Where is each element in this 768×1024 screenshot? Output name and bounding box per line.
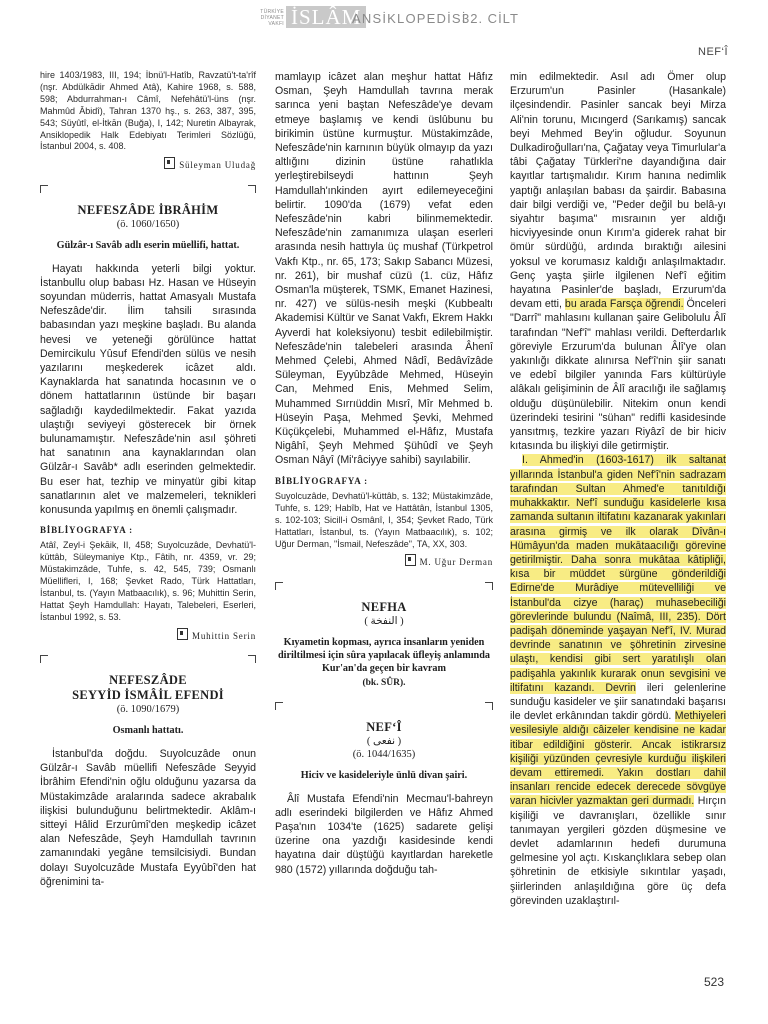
column-1	[40, 70, 256, 889]
article-title: NEFESZÂDE İBRÂHİM	[77, 202, 219, 217]
volume-label: 32. CİLT	[462, 11, 519, 26]
article-separator	[40, 185, 256, 195]
author-signature: Muhittin Serin	[40, 628, 256, 643]
author-signature: Süleyman Uludağ	[40, 157, 256, 172]
article-dates: (ö. 1060/1650)	[116, 218, 180, 230]
article-description: Hiciv ve kasideleriyle ünlü divan şairi.	[300, 769, 468, 781]
publisher-logo-text: TÜRKİYE DİYANET VAKFI	[260, 9, 284, 27]
article-dates: (ö. 1044/1635)	[352, 748, 416, 760]
article-title: NEFESZÂDE	[109, 672, 187, 687]
see-also-reference: (bk. SÛR).	[362, 677, 406, 688]
article-paragraph: min edilmektedir. Asıl adı Ömer olup Erzurum'un Pasinler (Hasankale) ilçesindendir. Pasinler sancak beyi Mirza Ali'nin torunu, Mıcıngerd (Sarıkamış) sancak beyi Mehmed Bey'in oğludur. Soyunun Dulkadiroğulları'na, Çağatay veya Timurlular'a tâbi Çağatay Türkleri'ne dayandığına dair kayıtlar tartışmalıdır. Kırım hanına nedimlik yaptığı anlaşılan babası da şairdir. Babasına dair bilgi verdiği ve, "Peder değil bu belâ-yı siyahtır başıma" mısraının yer aldığı hicviyyesinde onun Kırım'a giderek rahat bir ömür sürdüğü, ardında bıraktığı ailesini yoksul ve korumasız kaldığı anlaşılmaktadır. Genç yaşta şiirle ilgilenen Nef'î eğitim hayatına Pasinler'de başladı, Erzurum'da devam etti, bu arada Farsça öğrendi. Önceleri "Darrî" mahlasını kullanan şaire Gelibolulu Âlî tarafından "Nef'î" mahlası verildi. Defterdarlık göreviyle Erzurum'da bulunan Âlî'ye olan yakınlığı dikkate alınırsa Nef'î'nin şiir sanatı ve edebî bilgiler yanında Fars kültürüyle alâkalı gelişiminin de Âlî aracılığı ile sağlamış olduğu düşünülebilir. Nitekim onun kendi üzerindeki tesirini "sühan" redifli kasidesinde yansıtmış, tezkire yazarı Riyâzî de bir hiciv kıtasında bu ilişkiyi dile getirmiştir.	[510, 71, 726, 453]
article-body: Hayatı hakkında yeterli bilgi yoktur. İstanbullu olup babası Hz. Hasan ve Hüseyin soyundan müderris, hattat Amasyalı Mustafa Nefeszâde'dir. İlim tahsili sırasında babasından yazı meşkine başladı. Bu alanda hevesi ve yeteneği görülünce hattat Demircikulu Yûsuf Efendi'den sülüs ve nesih yazılarını meşkederek icâzet aldı. Kaynaklarda hat sanatında hocasının ve o dönem hattatlarının üstünde bir başarı sağladığı kaydedilmektedir. Fakat yazıda ulaştığı seviyeyi gösterecek bir örnek bulunamamıştır. Nefeszâde'nin asıl şöhreti hat sanatının ana kaynaklarından olan Gülzâr-ı Savâb* adlı eserinden gelmektedir. Bu eser hat, tezhip ve minyatür gibi kitap sanatlarının alet ve malzemeleri, teknikleri konusunda yapılmış en önemli çalışmadır.	[40, 262, 256, 516]
author-icon	[405, 554, 416, 566]
article-separator	[40, 655, 256, 665]
article-title: NEF‘Î	[366, 719, 402, 734]
article-separator	[275, 702, 493, 712]
article-description: Gülzâr-ı Savâb adlı eserin müellifi, hattat.	[56, 239, 240, 251]
article-description: Kıyametin kopması, ayrıca insanların yeniden diriltilmesi için sûra yapılacak üfleyiş anlamında Kur'an'da geçen bir kavram	[278, 636, 490, 674]
bibliography-text: Atâî, Zeyl-i Şekāik, II, 458; Suyolcuzâde, Devhatü'l-küttâb, Süleymaniye Ktp., Fâtih, nr. 4359, vr. 29; Müstakimzâde, Tuhfe, s. 42, 545, 739; Osmanlı Müellifleri, I, 168; Şevket Rado, Türk Hattatları, İstanbul, ts. (Yayın Matbaacılık), s. 96; Muhittin Serin, Hattat Şeyh Hamdullah: Hayatı, Talebeleri, Eserleri, İstanbul 1992, s. 53.	[40, 540, 256, 622]
article-arabic-title: ( النفخة )	[364, 615, 404, 627]
highlighted-text: I. Ahmed'in (1603-1617) ilk saltanat yıllarında İstanbul'a giden Nef'î'nin sadrazam tarafından Sultan Ahmed'e tanıtıldığı muhakkaktır. Nef'î sunduğu kasidelerle kısa zamanda sultanın iltifatını kazanarak yakınları arasına girmiş ve ilk olarak Dîvân-ı Hümâyun'da maden mukātaacılığı görevine getirilmiştir. Daha sonra mukâtaa kâtipliği, kısa bir müddet sürgüne gönderildiği Edirne'de Murâdiye mütevelliliği ve İstanbul'da cizye (haraç) muhasebeciliği görevlerinde bulundu (Naîmâ, III, 235). Dört padişah döneminde yaşayan Nef'î, IV. Murad devrinde sanatının ve şöhretinin zirvesine ulaştı, kendisi gibi sert yaratılışlı olan padişahla yakınlık kurarak onun sevgisini ve iltifatını kazandı. Devrin	[510, 454, 726, 694]
article-body: Âlî Mustafa Efendi'nin Mecmau'l-bahreyn adlı eserindeki bilgilerden ve Hâfız Ahmed Paşa'nın 1034'te (1625) sadarete gelişi üzerine ona yazdığı kasidesinde kendi hayatına dair düştüğü kayıtlardan hareketle 980 (1572) yıllarında doğduğu tah-	[275, 792, 493, 876]
page-header	[0, 0, 768, 40]
article-title: NEFHA	[361, 599, 407, 614]
author-signature: M. Uğur Derman	[275, 554, 493, 569]
highlighted-text: Methiyeleri vesilesiyle aldığı câizeler kendisine ne kadar itibar edildiğini gösterir. Ancak istikrarsız kişiliği yüzünden çevresiyle kurduğu ilişkileri devam ettiremedi. Yakın dostları dahil insanları rencide edecek derecede sövgüye varan hicivler yazmaktan geri durmadı.	[510, 710, 726, 808]
article-body: mamlayıp icâzet alan meşhur hattat Hâfız Osman, Şeyh Hamdullah tavrına merak sarınca yeni baştan Nefeszâde'ye devam etmeye başlamış ve kendi üslûbunu bu birikimin üstüne kurmuştur. Müstakimzâde, Nefeszâde'nin karnının büyük olmayıp da yazı altlığını dizinin üstüne rahatlıkla yerleştirebilseydi hattının Şeyh Hamdullah'ınkinden ayırt edilemeyeceğini belirtir. 1090'da (1679) vefat eden Nefeszâde'nin kabri bilinmemektedir. Nefeszâde'nin zamanımıza ulaşan eserleri arasında nesih hattıyla üç mushaf (Türkpetrol Vakfı Ktp., nr. 65, 173; Sakıp Sabancı Müzesi, nr. 261), bir mushaf cüzü (1. cüz, Hâfız Osman'la müşterek, TSMK, Emanet Hazinesi, nr. 427) ve sülüs-nesih meşki (Kubbealtı Akademisi Kültür ve Sanat Vakfı, Ekrem Hakkı Ayverdi hat koleksiyonu) tesbit edilebilmiştir. Nefeszâde'nin talebeleri arasında Âhenî Mehmed Çelebi, Ahmed Nâdî, Bedâvîzâde Süleyman, Eyyûbzâde Mehmed, Hüseyin Can, Mehmed Enis, Mehmed Selim, Muhammed Sırrıüddin Mısrî, Mîr Mehmed b. Hüseyin Paşa, Mehmed Şevki, Mehmed Küçükçelebi, Muhammed el-Hâfız, Mustafa Nigâhî, Şeyh Mehmed Şühûdî ve Şeyh Osman Nâyî (Mi'râciyye sahibi) sayılabilir.	[275, 71, 493, 467]
bibliography-heading: BİBLİYOGRAFYA :	[275, 475, 368, 486]
column-2	[275, 70, 493, 877]
article-paragraph: I. Ahmed'in (1603-1617) ilk saltanat yıllarında İstanbul'a giden Nef'î'nin sadrazam tarafından Sultan Ahmed'e tanıtıldığı muhakkaktır. Nef'î sunduğu kasidelerle kısa zamanda sultanın iltifatını kazanarak yakınları arasına girmiş ve ilk olarak Dîvân-ı Hümâyun'da maden mukātaacılığı görevine getirilmiştir. Daha sonra mukâtaa kâtipliği, kısa bir müddet sürgüne gönderildiği Edirne'de Murâdiye mütevelliliği ve İstanbul'da cizye (haraç) muhasebeciliği görevlerinde bulundu (Naîmâ, III, 235). Dört padişah döneminde yaşayan Nef'î, IV. Murad devrinde sanatının ve şöhretinin zirvesine ulaştı, kendisi gibi sert yaratılışlı olan padişahla yakınlık kurarak onun sevgisini ve iltifatını kazandı. Devrin ileri gelenlerine sunduğu kasideler ve şiir sanatındaki başarısı ile devlet erkânından takdir gördü. Methiyeleri vesilesiyle aldığı câizeler kendisine ne kadar itibar edildiğini gösterir. Ancak istikrarsız kişiliği yüzünden çevresiyle kurduğu ilişkileri devam ettiremedi. Yakın dostları dahil insanları rencide edecek derecede sövgüye varan hicivler yazmaktan geri durmadı. Hırçın kişiliği ve davranışları, özellikle sınır tanımayan yergileri gözden düşmesine ve devlet adamlarının hedefi durumuna gelmesine yol açtı. Kıskançlıklara sebep olan şöhretinin de etkisiyle sıkıntılar yaşadı, şiirlerinden anlaşıldığına göre üç defa görevinden uzaklaştırıl-	[510, 454, 727, 907]
article-separator	[275, 582, 493, 592]
article-body: İstanbul'da doğdu. Suyolcuzâde onun Gülzâr-ı Savâb müellifi Nefeszâde Seyyid İbrâhim Efendi'nin oğlu olduğunu yazarsa da Müstakimzâde aralarında sadece akrabalık ilişkisi bulunduğunu belirtmektedir. Aklâm-ı sitteyi Hâlid Erzurûmî'den meşkedip icâzet alan Nefeszâde, Şeyh Hamdullah tavrının zamanındaki yegâne temsilcisiydi. Bundan dolayı Suyolcuzâde Mustafa Eyyûbî'den hat öğrenimini ta-	[40, 747, 256, 888]
article-arabic-title: ( نفعى )	[366, 735, 402, 747]
author-icon	[177, 628, 188, 640]
bibliography-text: Suyolcuzâde, Devhatü'l-küttâb, s. 132; Müstakimzâde, Tuhfe, s. 129; Habîb, Hat ve Hattâtân, İstanbul 1305, s. 102-103; Sicill-i Osmânî, I, 354; Şevket Rado, Türk Hattatları, İstanbul, ts. (Yayın Matbaacılık), s. 102; Uğur Derman, "İsmail, Nefeszâde", TA, XX, 303.	[275, 490, 493, 549]
article-title-line-2: SEYYİD İSMÂİL EFENDİ	[72, 687, 224, 702]
column-3	[510, 70, 726, 908]
article-description: Osmanlı hattatı.	[112, 724, 184, 736]
running-head: NEF‘Î	[698, 46, 728, 58]
page-number: 523	[703, 975, 724, 989]
encyclopedia-logo: İSLÂM	[286, 6, 366, 28]
article-dates: (ö. 1090/1679)	[116, 703, 180, 715]
author-icon	[164, 157, 175, 169]
bibliography-heading: BİBLİYOGRAFYA :	[40, 525, 133, 536]
encyclopedia-name: ANSİKLOPEDİSİ	[352, 11, 467, 26]
highlighted-text: bu arada Farsça öğrendi.	[564, 298, 684, 311]
bibliography-continued: hire 1403/1983, III, 194; İbnü'l-Hatîb, Ravzatü't-ta'rîf (nşr. Abdülkādir Ahmed Atâ), Kahire 1968, s. 588, 598; Abdurrahman-ı Câmî, Nefehâtü'l-üns (nşr. Mahmûd Âbidî), Tahran 1370 hş., s. 263, 387, 395, 543; Süyûtî, el-İtkān (Buğa), I, 142; Nuretin Albayrak, Ansiklopedik Halk Edebiyatı Terimleri Sözlüğü, İstanbul 2004, s. 408.	[40, 70, 256, 152]
